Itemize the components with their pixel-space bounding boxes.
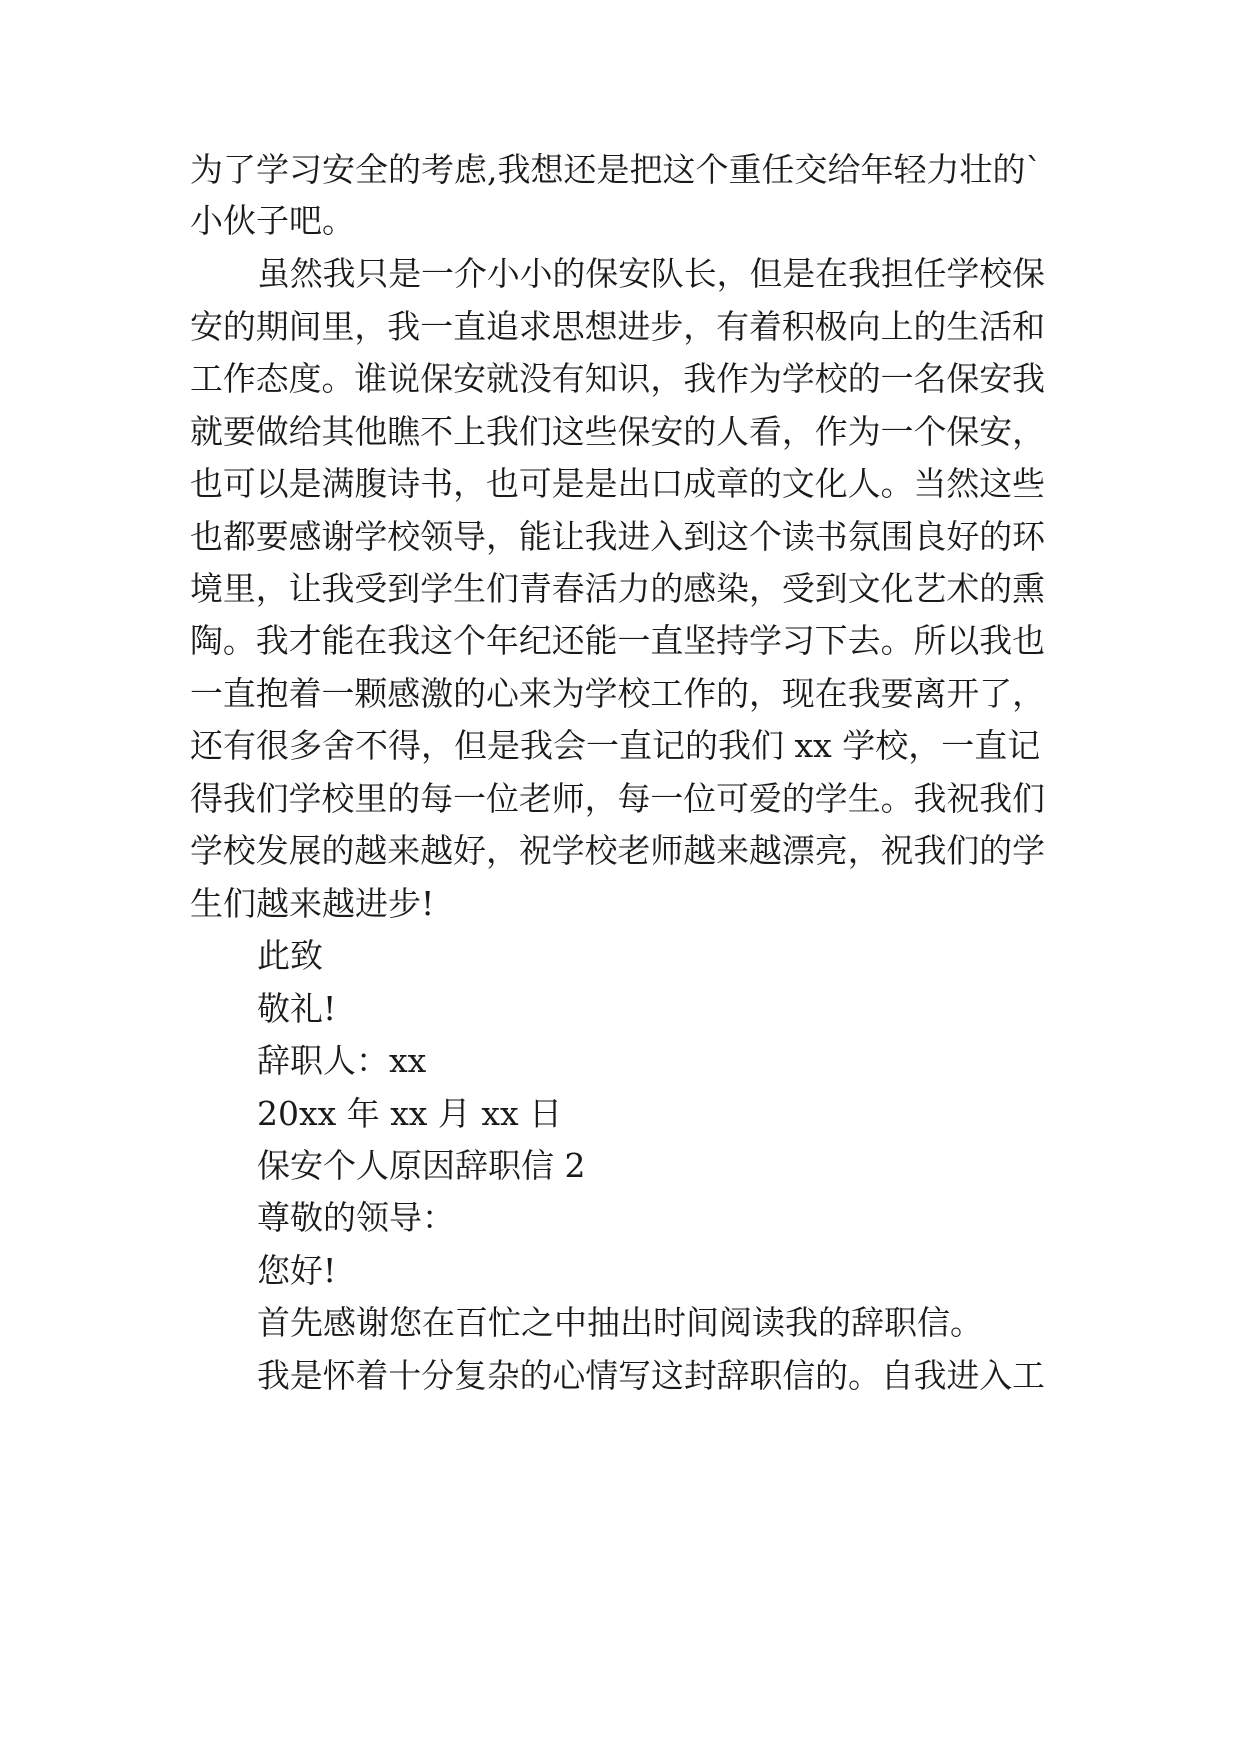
section-title: 保安个人原因辞职信 2 — [257, 1146, 586, 1185]
date-line: 20xx 年 xx 月 xx 日 — [257, 1094, 563, 1133]
body-line: 也都要感谢学校领导，能让我进入到这个读书氛围良好的环 — [190, 517, 1045, 556]
body-line: 工作态度。谁说保安就没有知识，我作为学校的一名保安我 — [190, 359, 1045, 398]
body-line: 陶。我才能在我这个年纪还能一直坚持学习下去。所以我也 — [190, 621, 1045, 660]
body-line: 境里，让我受到学生们青春活力的感染，受到文化艺术的熏 — [190, 569, 1045, 608]
body-line: 我是怀着十分复杂的心情写这封辞职信的。自我进入工 — [257, 1356, 1045, 1395]
body-line: 首先感谢您在百忙之中抽出时间阅读我的辞职信。 — [257, 1303, 983, 1342]
body-line: 安的期间里，我一直追求思想进步，有着积极向上的生活和 — [190, 307, 1045, 346]
body-line: 一直抱着一颗感激的心来为学校工作的，现在我要离开了， — [190, 674, 1045, 713]
closing-line: 此致 — [257, 936, 323, 975]
body-line: 生们越来越进步! — [190, 884, 435, 923]
salutation-line: 尊敬的领导： — [257, 1198, 455, 1237]
body-line: 就要做给其他瞧不上我们这些保安的人看，作为一个保安， — [190, 412, 1045, 451]
body-line: 也可以是满腹诗书，也可是是出口成章的文化人。当然这些 — [190, 464, 1045, 503]
closing-line: 敬礼! — [257, 989, 337, 1028]
signature-line: 辞职人：xx — [257, 1041, 427, 1080]
body-line: 为了学习安全的考虑,我想还是把这个重任交给年轻力壮的` — [190, 150, 1042, 189]
greeting-line: 您好! — [257, 1251, 337, 1290]
body-line: 小伙子吧。 — [190, 201, 355, 240]
body-line: 得我们学校里的每一位老师，每一位可爱的学生。我祝我们 — [190, 779, 1045, 818]
body-line: 虽然我只是一介小小的保安队长，但是在我担任学校保 — [257, 254, 1045, 293]
body-line: 还有很多舍不得，但是我会一直记的我们 xx 学校，一直记 — [190, 726, 1041, 765]
body-line: 学校发展的越来越好，祝学校老师越来越漂亮，祝我们的学 — [190, 831, 1045, 870]
